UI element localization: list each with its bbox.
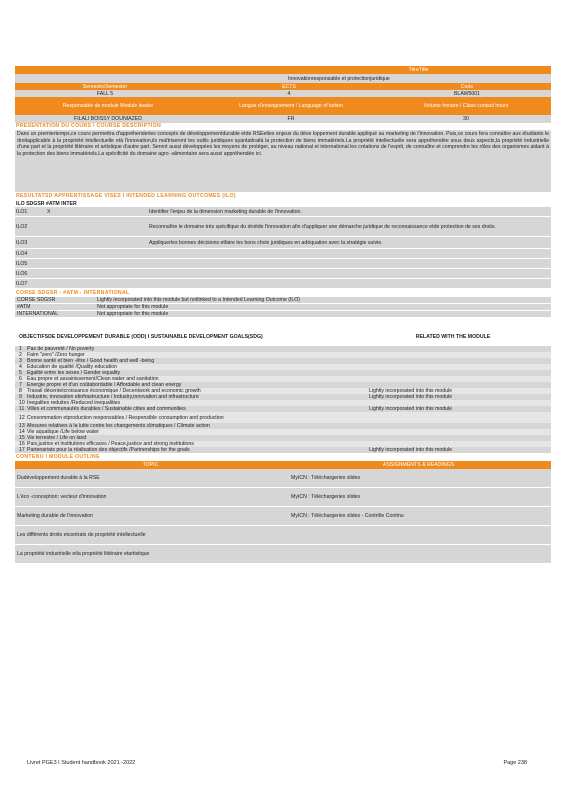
sdg-number: 6 [19, 376, 22, 382]
sdg-row [15, 447, 551, 453]
ilo-mark [45, 279, 75, 288]
sdg-number: 1 [19, 346, 22, 352]
ilo-description [75, 259, 551, 268]
ilo-mark [45, 217, 75, 236]
sdg-number: 4 [19, 364, 22, 370]
sdg-number: 12 [19, 414, 25, 421]
sdg-number: 2 [19, 352, 22, 358]
ilo-code: ILO7 [16, 280, 28, 287]
outcomes-heading: RESULTATSD'APPRENTISSAGE VISES I INTENDED LEARNING OUTCOMES (ILO) [16, 193, 236, 199]
topic-assignment: MyICN : Téléchargeries slides [291, 475, 361, 481]
title-header-row [15, 66, 551, 74]
tag-value: Lightly incorporated into this module but notlinked to a Intended Learning Outcome (ILO) [97, 297, 301, 303]
ilo-code: ILO1 [16, 208, 28, 215]
ilo-description [75, 269, 551, 278]
ilo-description: Identifier l'enjeu de la dimension marketing durable de l'innovation. [149, 208, 302, 215]
ilo-row [15, 249, 551, 259]
topic-name: Dudéveloppement durable à la RSE [17, 475, 100, 481]
tag-list [15, 297, 551, 318]
topic-name: Les différents droits etcontrats de propriété intellectuelle [17, 532, 146, 538]
leader-header-row [15, 97, 551, 115]
tag-value: Not appropriate for this module [97, 304, 169, 310]
info-value-row [15, 90, 551, 97]
responsable-value: FILALI BOISSY DOUNIAZED [74, 116, 142, 122]
sdg-list [15, 346, 551, 453]
title-value: Innovationresponsable et protectionjuridique [288, 75, 390, 82]
semester-value: FALL 5 [96, 90, 114, 97]
semester-label: SemestreSemester [82, 83, 128, 90]
sdg-relation [363, 412, 551, 423]
outcomes-header: ILO SDGSR #ATM INTER [16, 200, 77, 207]
topic-assignment [286, 545, 551, 563]
tag-name: INTERNATIONAL [17, 311, 59, 317]
footer-page: Page 238 [503, 760, 527, 766]
ilo-code: ILO6 [16, 270, 28, 277]
topic-row [15, 526, 551, 545]
language-label: Langue d'enseignement / Language of tuition [239, 103, 343, 109]
tag-value: Not appropriate for this module [97, 311, 169, 317]
sdg-goal: Egalité entre les sexes / Gender equality [27, 370, 121, 376]
ilo-row [15, 259, 551, 269]
ilo-description: Reconnaître le domaine très spécifique du droitde l'innovation afin d'appliquer une démarche juridique de reconnaissance etde protection de ses droits. [149, 223, 496, 230]
ilo-mark [45, 237, 75, 248]
topic-label: TOPIC [142, 462, 159, 468]
ilo-mark [45, 249, 75, 258]
ilo-row [15, 269, 551, 279]
sdg-number: 14 [19, 429, 25, 435]
ilo-row [15, 207, 551, 217]
sdg-number: 11 [19, 406, 25, 412]
sdg-number: 3 [19, 358, 22, 364]
volume-value: 30 [463, 116, 469, 122]
topic-list [15, 469, 551, 564]
sdg-goal: Education de qualité /Quality education [27, 364, 117, 370]
ilo-mark [45, 269, 75, 278]
sdg-goal: Paix,justice et institutions efficaces / Peace,justice and strong institutions [27, 441, 194, 447]
footer-left: Livret PGE3 I Student handbook 2021 -2022 [27, 760, 136, 766]
topic-name: L'éco -conception: vecteur d'innovation [17, 494, 107, 500]
sdg-goal: Faim "zero" /Zero hunger [27, 352, 85, 358]
tags-heading: CORSE SDGSR - #ATM - INTERNATIONAL [16, 290, 130, 296]
ilo-code: ILO3 [16, 239, 28, 246]
module-sheet [15, 66, 551, 564]
content-header-row [15, 461, 551, 469]
volume-label: Volume horaire I Class contact hours [423, 103, 509, 109]
topic-assignment: MyICN : Téléchargeries slides [291, 494, 361, 500]
sdg-number: 9 [19, 394, 22, 400]
info-header-row [15, 83, 551, 90]
sdg-goal: Industrie, innovation etinfrastructure / Industry,innovation and infrastructure [27, 394, 199, 400]
topic-name: Marketing durable de l'innovation [17, 513, 93, 519]
ects-value: 4 [287, 90, 291, 97]
title-value-row [15, 74, 551, 83]
sdg-goal: Villes et communautés durables / Sustainable cities and communities [27, 406, 186, 412]
ilo-description: Appliquerles bonnes décisions etfaire les bons choix juridiques en adéquation avec la stratégie suivie. [149, 239, 383, 246]
sdg-number: 10 [19, 400, 25, 406]
ects-label: ECTS [282, 83, 296, 90]
topic-row [15, 507, 551, 526]
sdg-goal: Eau propre et assainissement/Clean water and sanitation [27, 376, 159, 382]
topic-row [15, 469, 551, 488]
ilo-row [15, 217, 551, 237]
ilo-row [15, 279, 551, 289]
presentation-text: Dans un premiertemps,ce cours permettra d'appréhenderles concepts de développementdurable etde RSEetles enjeux du déve loppement durable appliqué au marketing de l'innovation. Puis,ce cours fera connaître aux étudiants le droitapplicable à la propriété intellectuelle età l'innovation,ils maîtriseront les outils juridiques ayantattraità la protection de biens immatériels.La propriété intellectuelle sera appréhendée sous deux aspects,la propriété industrielle d'une part et la propriété littéraire et artistique d'autre part. Seront aussi développées les moyens de protéger, au niveau national et international les créations de l'esprit, de connaître et comprendre les rôles des organismes aidant à la protection des biens immatériels.La spécificité du domaine agro -alimentaire sera aussi appréhendée ici. [15, 130, 551, 192]
title-label: TitreTitle [408, 67, 429, 73]
sdg-relation: Lightly incorporated into this module [369, 388, 453, 394]
ilo-row [15, 237, 551, 249]
sdg-goal: Energie propre et d'un coûtabordable / Affordable and clean energy [27, 382, 182, 388]
tag-row [15, 311, 551, 318]
sdg-number: 16 [19, 441, 25, 447]
outcomes-header-row [15, 200, 551, 207]
ilo-code: ILO2 [16, 223, 28, 230]
tag-row [15, 304, 551, 311]
sdg-number: 17 [19, 447, 25, 453]
sdg-related-heading: RELATED WITH THE MODULE [415, 333, 491, 340]
responsable-label: Responsable de module Module leader [62, 103, 154, 109]
ilo-code: ILO4 [16, 250, 28, 257]
sdg-goal: Vie aquatique /Life below water [27, 429, 100, 435]
sdg-goal: Inegalites reduites /Reduced inequalities [27, 400, 121, 406]
sdg-relation: Lightly incorporated into this module [369, 447, 453, 453]
language-value: FR [287, 116, 295, 122]
content-heading: CONTENU I MODULE OUTLINE [16, 454, 100, 460]
topic-assignment: MyICN : Téléchargeries slides - Contrôle Continu [291, 513, 404, 519]
tag-name: #ATM [17, 304, 31, 310]
leader-value-row [15, 115, 551, 123]
ilo-mark [45, 259, 75, 268]
ilo-code: ILO5 [16, 260, 28, 267]
ilo-description [75, 279, 551, 288]
ilo-description [75, 249, 551, 258]
topic-row [15, 488, 551, 507]
topic-assignment [286, 526, 551, 544]
sdg-relation: Lightly incorporated into this module [369, 394, 453, 400]
assignments-label: ASSIGNMENTS & READINGS [382, 462, 455, 468]
presentation-heading: PRESENTATION DU COURS I COURSE DESCRIPTION [16, 123, 161, 129]
topic-row [15, 545, 551, 564]
tag-name: CORSE SDGSR [17, 297, 56, 303]
sdg-number: 5 [19, 370, 22, 376]
sdg-goal: Travail décentetcroissance économique / Decentwork and economic growth [27, 388, 201, 394]
sdg-goal: Partenariats pour la réalisation des objectifs /Partnerships for the goals [27, 447, 190, 453]
sdg-relation: Lightly incorporated into this module [369, 406, 453, 412]
tag-row [15, 297, 551, 304]
sdg-heading: OBJECTIFSDE DEVELOPPEMENT DURABLE (ODD) I SUSTAINABLE DEVELOPMENT GOALS(SDG) [19, 333, 263, 340]
code-label: Code [460, 83, 474, 90]
sdg-number: 8 [19, 388, 22, 394]
code-value: BLAW5001 [453, 90, 481, 97]
sdg-number: 15 [19, 435, 25, 441]
ilo-list [15, 207, 551, 289]
sdg-number: 7 [19, 382, 22, 388]
sdg-goal: Pas de pauvreté / No poverty [27, 346, 95, 352]
sdg-header-row [15, 327, 551, 346]
sdg-goal: Bonne santé et bien -être / Good health and well -being [27, 358, 155, 364]
ilo-mark: X [47, 208, 51, 215]
sdg-number: 13 [19, 423, 25, 429]
sdg-goal: Consommation etproduction responsables / Responsible consumption and production [27, 414, 224, 421]
page-footer [27, 760, 527, 766]
topic-name: La propriété industrielle etla propriété littéraire etartistique [17, 551, 150, 557]
sdg-goal: Vie terrestre / Life on land [27, 435, 87, 441]
sdg-row [15, 412, 551, 423]
sdg-goal: Mesures relatives à la lutte contre les changements climatiques / Climate action [27, 423, 210, 429]
